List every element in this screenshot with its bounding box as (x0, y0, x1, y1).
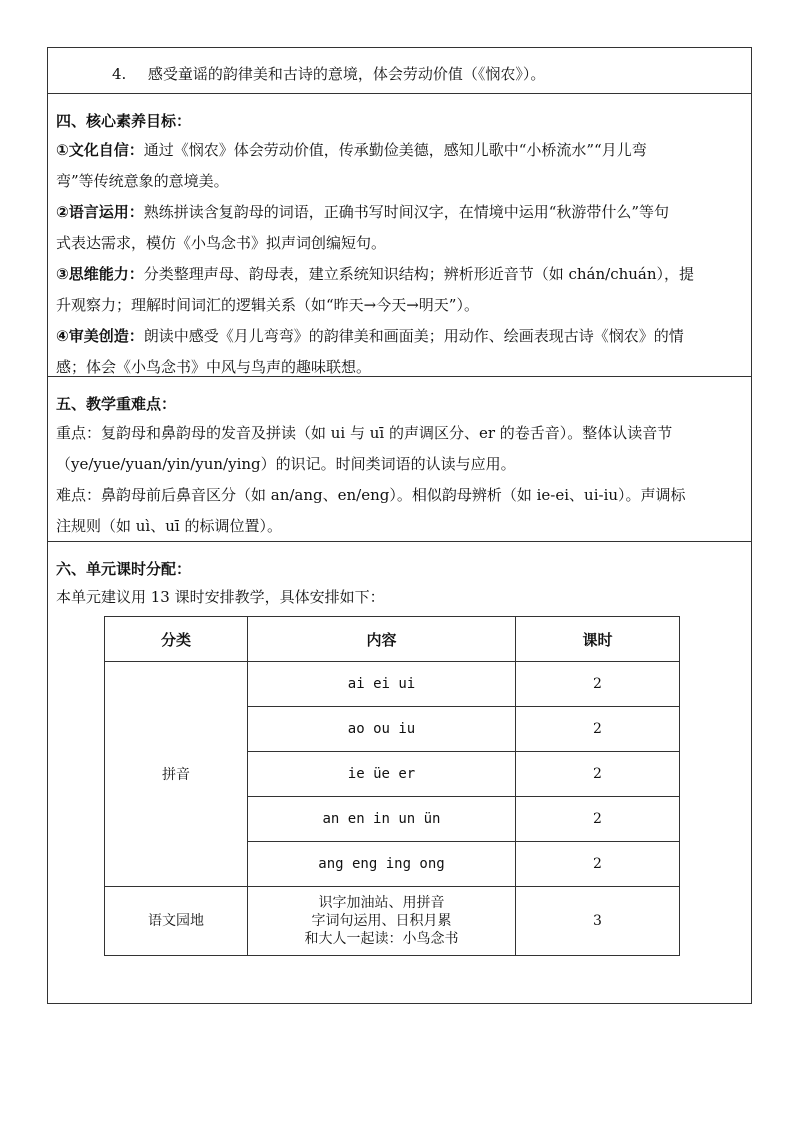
section-6-title: 六、单元课时分配： (56, 560, 192, 578)
hours-cell: 2 (516, 752, 680, 797)
goal-text: 分类整理声母、韵母表，建立系统知识结构；辨析形近音节（如 chán/chuán），提 (143, 265, 695, 283)
content-cell: ai ei ui (248, 662, 516, 707)
goal-label: ②语言运用： (56, 203, 144, 221)
literacy-goal-aesthetics (56, 321, 746, 352)
hours-cell: 2 (516, 842, 680, 887)
section-4-body (56, 135, 746, 383)
objective-item-4 (112, 64, 545, 84)
content-cell: ao ou iu (248, 707, 516, 752)
table-row (105, 662, 680, 707)
key-points-text: 重点：复韵母和鼻韵母的发音及拼读（如 ui 与 uī 的声调区分、er 的卷舌音）。整体认读音节 (56, 424, 673, 442)
row-divider (48, 541, 751, 542)
section-5-title: 五、教学重难点： (56, 395, 177, 413)
hours-cell: 2 (516, 707, 680, 752)
lesson-allocation-table (104, 616, 680, 956)
goal-text-continued: 升观察力；理解时间词汇的逻辑关系（如“昨天→今天→明天”）。 (56, 296, 479, 314)
category-cell: 拼音 (105, 662, 248, 887)
category-cell: 语文园地 (105, 887, 248, 956)
row-divider (48, 93, 751, 94)
content-cell (248, 887, 516, 956)
table-row (105, 887, 680, 956)
literacy-goal-thinking (56, 259, 746, 290)
section-5-body (56, 418, 746, 542)
content-line: 字词句运用、日积月累 (311, 913, 452, 929)
content-cell: an en in un ün (248, 797, 516, 842)
goal-label: ③思维能力： (56, 265, 144, 283)
objective-number: 4. (112, 65, 127, 83)
row-divider (48, 376, 751, 377)
content-line: 识字加油站、用拼音 (318, 895, 445, 911)
table-header-row (105, 617, 680, 662)
section-4-title: 四、核心素养目标： (56, 112, 192, 130)
hours-cell: 2 (516, 797, 680, 842)
hours-cell: 2 (516, 662, 680, 707)
goal-text-continued: 式表达需求，模仿《小鸟念书》拟声词创编短句。 (56, 234, 387, 252)
goal-label: ①文化自信： (56, 141, 144, 159)
content-cell: ie üe er (248, 752, 516, 797)
header-category: 分类 (105, 617, 248, 662)
goal-label: ④审美创造： (56, 327, 144, 345)
difficult-points-text-continued: 注规则（如 uì、uī 的标调位置）。 (56, 517, 282, 535)
goal-text-continued: 感；体会《小鸟念书》中风与鸟声的趣味联想。 (56, 358, 372, 376)
literacy-goal-language (56, 197, 746, 228)
goal-text: 通过《悯农》体会劳动价值，传承勤俭美德，感知儿歌中“小桥流水”“月儿弯 (143, 141, 647, 159)
difficult-points-text: 难点：鼻韵母前后鼻音区分（如 an/ang、en/eng）。相似韵母辨析（如 ie-ei、ui-iu）。声调标 (56, 486, 686, 504)
header-content: 内容 (248, 617, 516, 662)
literacy-goal-culture (56, 135, 746, 166)
hours-cell: 3 (516, 887, 680, 956)
goal-text: 朗读中感受《月儿弯弯》的韵律美和画面美；用动作、绘画表现古诗《悯农》的情 (143, 327, 684, 345)
objective-text: 感受童谣的韵律美和古诗的意境，体会劳动价值（《悯农》）。 (147, 65, 546, 83)
content-line: 和大人一起读：小鸟念书 (304, 931, 459, 947)
goal-text: 熟练拼读含复韵母的词语，正确书写时间汉字，在情境中运用“秋游带什么”等句 (143, 203, 670, 221)
section-6-intro: 本单元建议用 13 课时安排教学，具体安排如下： (56, 588, 385, 606)
goal-text-continued: 弯”等传统意象的意境美。 (56, 172, 229, 190)
content-cell: ang eng ing ong (248, 842, 516, 887)
header-hours: 课时 (516, 617, 680, 662)
key-points-text-continued: （ye/yue/yuan/yin/yun/ying）的识记。时间类词语的认读与应用。 (56, 455, 516, 473)
lesson-plan-frame (47, 47, 752, 1004)
